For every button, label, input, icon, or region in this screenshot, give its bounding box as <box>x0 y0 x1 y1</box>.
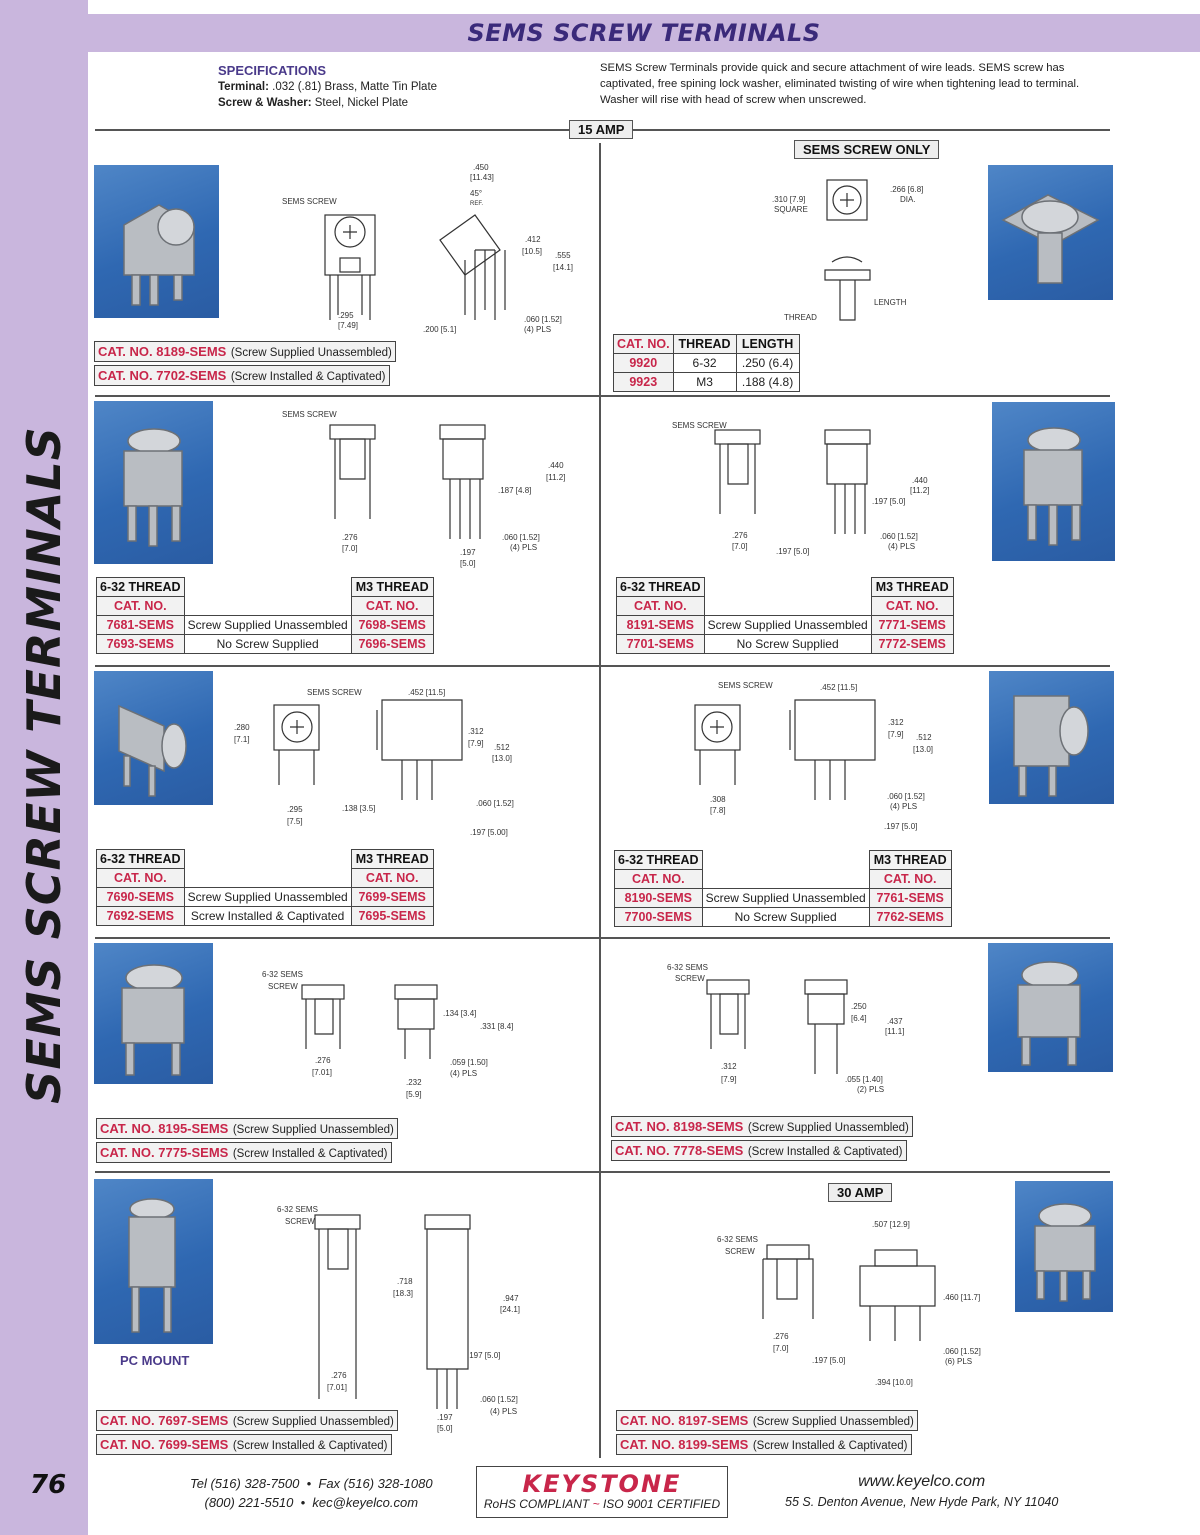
cat-number: CAT. NO. 7699-SEMS <box>100 1437 229 1452</box>
page-banner <box>88 14 1200 52</box>
product-photo <box>992 402 1115 561</box>
dim-label: .947 <box>503 1294 519 1303</box>
dim-label: [7.49] <box>338 321 359 330</box>
dim-label: .460 [11.7] <box>943 1293 981 1302</box>
side-title: SEMS SCREW TERMINALS <box>17 426 71 1104</box>
dim-label: .276 <box>315 1056 331 1065</box>
table-cell: 7771-SEMS <box>871 616 953 635</box>
dim-label: (6) PLS <box>945 1357 973 1366</box>
dim-label: [7.5] <box>287 817 303 826</box>
dim-label: SQUARE <box>774 205 808 214</box>
divider <box>95 1171 1110 1173</box>
technical-drawing <box>280 405 580 570</box>
dim-label: .197 [5.0] <box>872 497 906 506</box>
dim-label: .276 <box>773 1332 789 1341</box>
technical-drawing <box>680 675 960 835</box>
dim-label: [7.0] <box>773 1344 789 1353</box>
cat-note: (Screw Installed & Captivated) <box>232 1148 388 1160</box>
dim-label: (4) PLS <box>888 542 916 551</box>
dim-label: .276 <box>342 533 358 542</box>
technical-drawing <box>665 960 925 1095</box>
cat-number: CAT. NO. 7702-SEMS <box>98 368 227 383</box>
table-header: 6-32 THREAD <box>617 578 705 597</box>
table-cell: 7698-SEMS <box>351 616 433 635</box>
keystone-logo: KEYSTONE RoHS COMPLIANT ~ ISO 9001 CERTIFIED <box>476 1466 728 1518</box>
dim-label: [7.0] <box>342 544 358 553</box>
table-header: CAT. NO. <box>351 597 433 616</box>
dim-label: [10.5] <box>522 247 543 256</box>
dim-label: REF. <box>470 201 484 207</box>
divider <box>95 395 1110 397</box>
dim-label: [11.2] <box>546 473 566 482</box>
technical-drawing <box>280 160 590 340</box>
screw-table <box>613 334 800 392</box>
dim-label: .450 <box>473 163 489 172</box>
table-header: CAT. NO. <box>614 335 674 354</box>
dim-label: THREAD <box>784 313 817 322</box>
dim-label: .138 [3.5] <box>342 804 376 813</box>
cat-note: (Screw Installed & Captivated) <box>747 1146 903 1158</box>
table-cell: 7699-SEMS <box>351 888 433 907</box>
table-header: THREAD <box>673 335 736 354</box>
dim-label: SEMS SCREW <box>282 197 337 206</box>
dim-label: [13.0] <box>492 754 513 763</box>
cat-number: CAT. NO. 8189-SEMS <box>98 344 227 359</box>
dim-label: .197 <box>437 1413 453 1422</box>
product-photo <box>94 165 219 318</box>
divider <box>95 937 1110 939</box>
catalog-line <box>96 1118 398 1139</box>
footer-web <box>785 1472 1058 1512</box>
cat-note: (Screw Supplied Unassembled) <box>747 1122 909 1134</box>
dim-label: .197 <box>460 548 476 557</box>
dim-label: .060 [1.52] <box>887 792 925 801</box>
dim-label: (4) PLS <box>890 802 918 811</box>
address: 55 S. Denton Avenue, New Hyde Park, NY 11040 <box>785 1495 1059 1509</box>
table-cell: 7762-SEMS <box>869 908 951 927</box>
table-cell: 6-32 <box>673 354 736 373</box>
dim-label: [11.1] <box>885 1027 905 1036</box>
table-header: CAT. NO. <box>351 869 433 888</box>
technical-drawing <box>260 965 540 1105</box>
page-number: 76 <box>30 1470 67 1500</box>
table-cell: 7772-SEMS <box>871 635 953 654</box>
cat-note: (Screw Installed & Captivated) <box>752 1440 908 1452</box>
dim-label: .295 <box>338 311 354 320</box>
dim-label: [7.01] <box>312 1068 333 1077</box>
dim-label: [11.2] <box>910 486 930 495</box>
dim-label: .060 [1.52] <box>480 1395 518 1404</box>
terminal-label: Terminal: <box>218 81 269 93</box>
screw-value: Steel, Nickel Plate <box>314 97 409 109</box>
catalog-line <box>94 365 390 386</box>
intro-text: SEMS Screw Terminals provide quick and secure attachment of wire leads. SEMS screw has captivated, free spining lock washer, eliminated twisting of wire when tightening lead to terminal. Washer will rise with head of screw when unscrewed. <box>600 62 1080 106</box>
footer-tel: Tel (516) 328-7500 <box>190 1476 300 1491</box>
dim-label: LENGTH <box>874 298 907 307</box>
dim-label: .232 <box>406 1078 422 1087</box>
dim-label: .276 <box>331 1371 347 1380</box>
catalog-line <box>96 1410 398 1431</box>
table-header: CAT. NO. <box>97 869 185 888</box>
dim-label: (4) PLS <box>450 1069 478 1078</box>
table-cell: 9923 <box>614 373 674 392</box>
cat-number: CAT. NO. 8195-SEMS <box>100 1121 229 1136</box>
product-photo <box>94 943 213 1084</box>
thread-table <box>616 577 954 654</box>
page-title: SEMS SCREW TERMINALS <box>467 19 821 47</box>
dim-label: (4) PLS <box>510 543 538 552</box>
dim-label: .452 [11.5] <box>820 683 858 692</box>
dim-label: 6-32 SEMS <box>262 970 303 979</box>
website-link[interactable]: www.keyelco.com <box>858 1473 986 1490</box>
table-header: CAT. NO. <box>97 597 185 616</box>
table-cell: 7692-SEMS <box>97 907 185 926</box>
dim-label: [7.9] <box>721 1075 737 1084</box>
dim-label: .507 [12.9] <box>872 1220 910 1229</box>
dim-label: .310 [7.9] <box>772 195 806 204</box>
dim-label: .197 [5.0] <box>812 1356 846 1365</box>
dim-label: .197 [5.0] <box>884 822 918 831</box>
cat-number: CAT. NO. 7697-SEMS <box>100 1413 229 1428</box>
amp30-label: 30 AMP <box>828 1183 892 1202</box>
product-photo <box>988 943 1113 1072</box>
cat-note: (Screw Supplied Unassembled) <box>232 1124 394 1136</box>
dim-label: .440 <box>912 476 928 485</box>
catalog-line <box>611 1140 907 1161</box>
dim-label: [13.0] <box>913 745 934 754</box>
dim-label: SCREW <box>675 974 705 983</box>
dim-label: [18.3] <box>393 1289 414 1298</box>
dim-label: [7.1] <box>234 735 250 744</box>
dim-label: [7.8] <box>710 806 726 815</box>
dim-label: .060 [1.52] <box>502 533 540 542</box>
dim-label: .276 <box>732 531 748 540</box>
terminal-value: .032 (.81) Brass, Matte Tin Plate <box>272 81 438 93</box>
cat-number: CAT. NO. 7775-SEMS <box>100 1145 229 1160</box>
dim-label: .060 [1.52] <box>880 532 918 541</box>
table-cell: 7700-SEMS <box>615 908 703 927</box>
product-photo <box>94 401 213 564</box>
table-cell: 7695-SEMS <box>351 907 433 926</box>
dim-label: .718 <box>397 1277 413 1286</box>
dim-label: .280 <box>234 723 250 732</box>
table-cell: 7701-SEMS <box>617 635 705 654</box>
dim-label: .200 [5.1] <box>423 325 457 334</box>
cat-number: CAT. NO. 7778-SEMS <box>615 1143 744 1158</box>
dim-label: .512 <box>916 733 932 742</box>
table-cell: Screw Supplied Unassembled <box>184 616 351 635</box>
divider <box>599 143 601 1458</box>
table-cell: .188 (4.8) <box>736 373 799 392</box>
dim-label: SCREW <box>268 982 298 991</box>
table-cell: No Screw Supplied <box>184 635 351 654</box>
table-cell: 7690-SEMS <box>97 888 185 907</box>
thread-table <box>96 577 434 654</box>
table-cell: 8191-SEMS <box>617 616 705 635</box>
technical-drawing <box>275 1200 535 1440</box>
dim-label: (4) PLS <box>524 325 552 334</box>
dim-label: .055 [1.40] <box>845 1075 883 1084</box>
table-header: CAT. NO. <box>869 870 951 889</box>
product-photo <box>989 671 1114 804</box>
technical-drawing <box>670 415 950 565</box>
dim-label: 6-32 SEMS <box>667 963 708 972</box>
table-cell: No Screw Supplied <box>702 908 869 927</box>
table-cell: Screw Supplied Unassembled <box>704 616 871 635</box>
dim-label: .555 <box>555 251 571 260</box>
screw-label: Screw & Washer: <box>218 97 312 109</box>
catalog-line <box>96 1434 392 1455</box>
dim-label: .060 [1.52] <box>943 1347 981 1356</box>
footer-email[interactable]: kec@keyelco.com <box>312 1495 419 1510</box>
logo-text: KEYSTONE <box>522 1470 682 1498</box>
thread-table <box>614 850 952 927</box>
dim-label: SCREW <box>725 1247 755 1256</box>
dim-label: .412 <box>525 235 541 244</box>
cat-note: (Screw Supplied Unassembled) <box>752 1416 914 1428</box>
table-cell: M3 <box>673 373 736 392</box>
dim-label: [5.0] <box>460 559 476 568</box>
dim-label: .312 <box>721 1062 737 1071</box>
thread-table <box>96 849 434 926</box>
dim-label: 45° <box>470 189 483 198</box>
rohs-label: RoHS COMPLIANT <box>483 1497 590 1511</box>
table-header: CAT. NO. <box>871 597 953 616</box>
table-cell: 9920 <box>614 354 674 373</box>
cat-number: CAT. NO. 8198-SEMS <box>615 1119 744 1134</box>
dim-label: [7.0] <box>732 542 748 551</box>
dim-label: [7.01] <box>327 1383 348 1392</box>
dim-label: [11.43] <box>470 173 494 182</box>
technical-drawing <box>770 170 930 330</box>
cat-number: CAT. NO. 8199-SEMS <box>620 1437 749 1452</box>
table-header: CAT. NO. <box>617 597 705 616</box>
technical-drawing <box>715 1215 995 1395</box>
table-header: M3 THREAD <box>869 851 951 870</box>
cat-note: (Screw Supplied Unassembled) <box>230 347 392 359</box>
dim-label: (4) PLS <box>490 1407 518 1416</box>
table-cell: 7696-SEMS <box>351 635 433 654</box>
dim-label: .197 [5.00] <box>470 828 508 837</box>
cat-note: (Screw Installed & Captivated) <box>230 371 386 383</box>
product-photo <box>988 165 1113 300</box>
table-header: M3 THREAD <box>351 578 433 597</box>
table-cell: No Screw Supplied <box>704 635 871 654</box>
dim-label: .440 <box>548 461 564 470</box>
dim-label: .187 [4.8] <box>498 486 532 495</box>
dim-label: .197 [5.0] <box>776 547 810 556</box>
pc-mount-label: PC MOUNT <box>120 1353 190 1368</box>
catalog-line <box>94 341 396 362</box>
catalog-line <box>96 1142 392 1163</box>
dim-label: [14.1] <box>553 263 574 272</box>
dim-label: SEMS SCREW <box>718 681 773 690</box>
table-header: CAT. NO. <box>615 870 703 889</box>
catalog-line <box>616 1434 912 1455</box>
dim-label: .437 <box>887 1017 903 1026</box>
table-cell: 7693-SEMS <box>97 635 185 654</box>
dim-label: .059 [1.50] <box>450 1058 488 1067</box>
catalog-line <box>611 1116 913 1137</box>
dim-label: (2) PLS <box>857 1085 885 1094</box>
dim-label: .250 <box>851 1002 867 1011</box>
dim-label: [5.9] <box>406 1090 422 1099</box>
table-cell: Screw Supplied Unassembled <box>702 889 869 908</box>
table-header: 6-32 THREAD <box>97 850 185 869</box>
dim-label: .197 [5.0] <box>467 1351 501 1360</box>
footer-fax: Fax (516) 328-1080 <box>318 1476 433 1491</box>
dim-label: .295 <box>287 805 303 814</box>
screw-only-label: SEMS SCREW ONLY <box>794 140 939 159</box>
footer-phone: (800) 221-5510 <box>204 1495 294 1510</box>
cat-note: (Screw Supplied Unassembled) <box>232 1416 394 1428</box>
table-header: LENGTH <box>736 335 799 354</box>
catalog-line <box>616 1410 918 1431</box>
table-cell: .250 (6.4) <box>736 354 799 373</box>
dim-label: .512 <box>494 743 510 752</box>
dim-label: SCREW <box>285 1217 315 1226</box>
cat-note: (Screw Installed & Captivated) <box>232 1440 388 1452</box>
dim-label: .452 [11.5] <box>408 688 446 697</box>
iso-label: ISO 9001 CERTIFIED <box>602 1497 721 1511</box>
dim-label: .312 <box>468 727 484 736</box>
dim-label: [24.1] <box>500 1305 521 1314</box>
dim-label: [7.9] <box>888 730 904 739</box>
specifications <box>218 63 437 111</box>
dim-label: .060 [1.52] <box>524 315 562 324</box>
specs-heading: SPECIFICATIONS <box>218 63 327 78</box>
table-cell: Screw Installed & Captivated <box>184 907 351 926</box>
table-cell: 7681-SEMS <box>97 616 185 635</box>
dim-label: SEMS SCREW <box>307 688 362 697</box>
cat-number: CAT. NO. 8197-SEMS <box>620 1413 749 1428</box>
divider <box>95 665 1110 667</box>
table-cell: 8190-SEMS <box>615 889 703 908</box>
table-cell: Screw Supplied Unassembled <box>184 888 351 907</box>
dim-label: .060 [1.52] <box>476 799 514 808</box>
table-header: M3 THREAD <box>351 850 433 869</box>
dim-label: .394 [10.0] <box>875 1378 913 1387</box>
table-header: M3 THREAD <box>871 578 953 597</box>
dim-label: SEMS SCREW <box>282 410 337 419</box>
technical-drawing <box>232 680 532 840</box>
amp15-label: 15 AMP <box>569 120 633 139</box>
dim-label: .312 <box>888 718 904 727</box>
product-photo <box>94 671 213 805</box>
table-header: 6-32 THREAD <box>97 578 185 597</box>
dim-label: 6-32 SEMS <box>277 1205 318 1214</box>
dim-label: [6.4] <box>851 1014 867 1023</box>
dim-label: .266 [6.8] <box>890 185 924 194</box>
table-header: 6-32 THREAD <box>615 851 703 870</box>
dim-label: DIA. <box>900 195 916 204</box>
table-cell: 7761-SEMS <box>869 889 951 908</box>
dim-label: .308 <box>710 795 726 804</box>
product-photo <box>1015 1181 1113 1312</box>
dim-label: SEMS SCREW <box>672 421 727 430</box>
dim-label: 6-32 SEMS <box>717 1235 758 1244</box>
product-photo <box>94 1179 213 1344</box>
dim-label: [7.9] <box>468 739 484 748</box>
dim-label: .331 [8.4] <box>480 1022 514 1031</box>
dim-label: [5.0] <box>437 1424 453 1433</box>
dim-label: .134 [3.4] <box>443 1009 477 1018</box>
footer-contact: Tel (516) 328-7500 • Fax (516) 328-1080 (800) 221-5510 • kec@keyelco.com <box>190 1476 433 1510</box>
